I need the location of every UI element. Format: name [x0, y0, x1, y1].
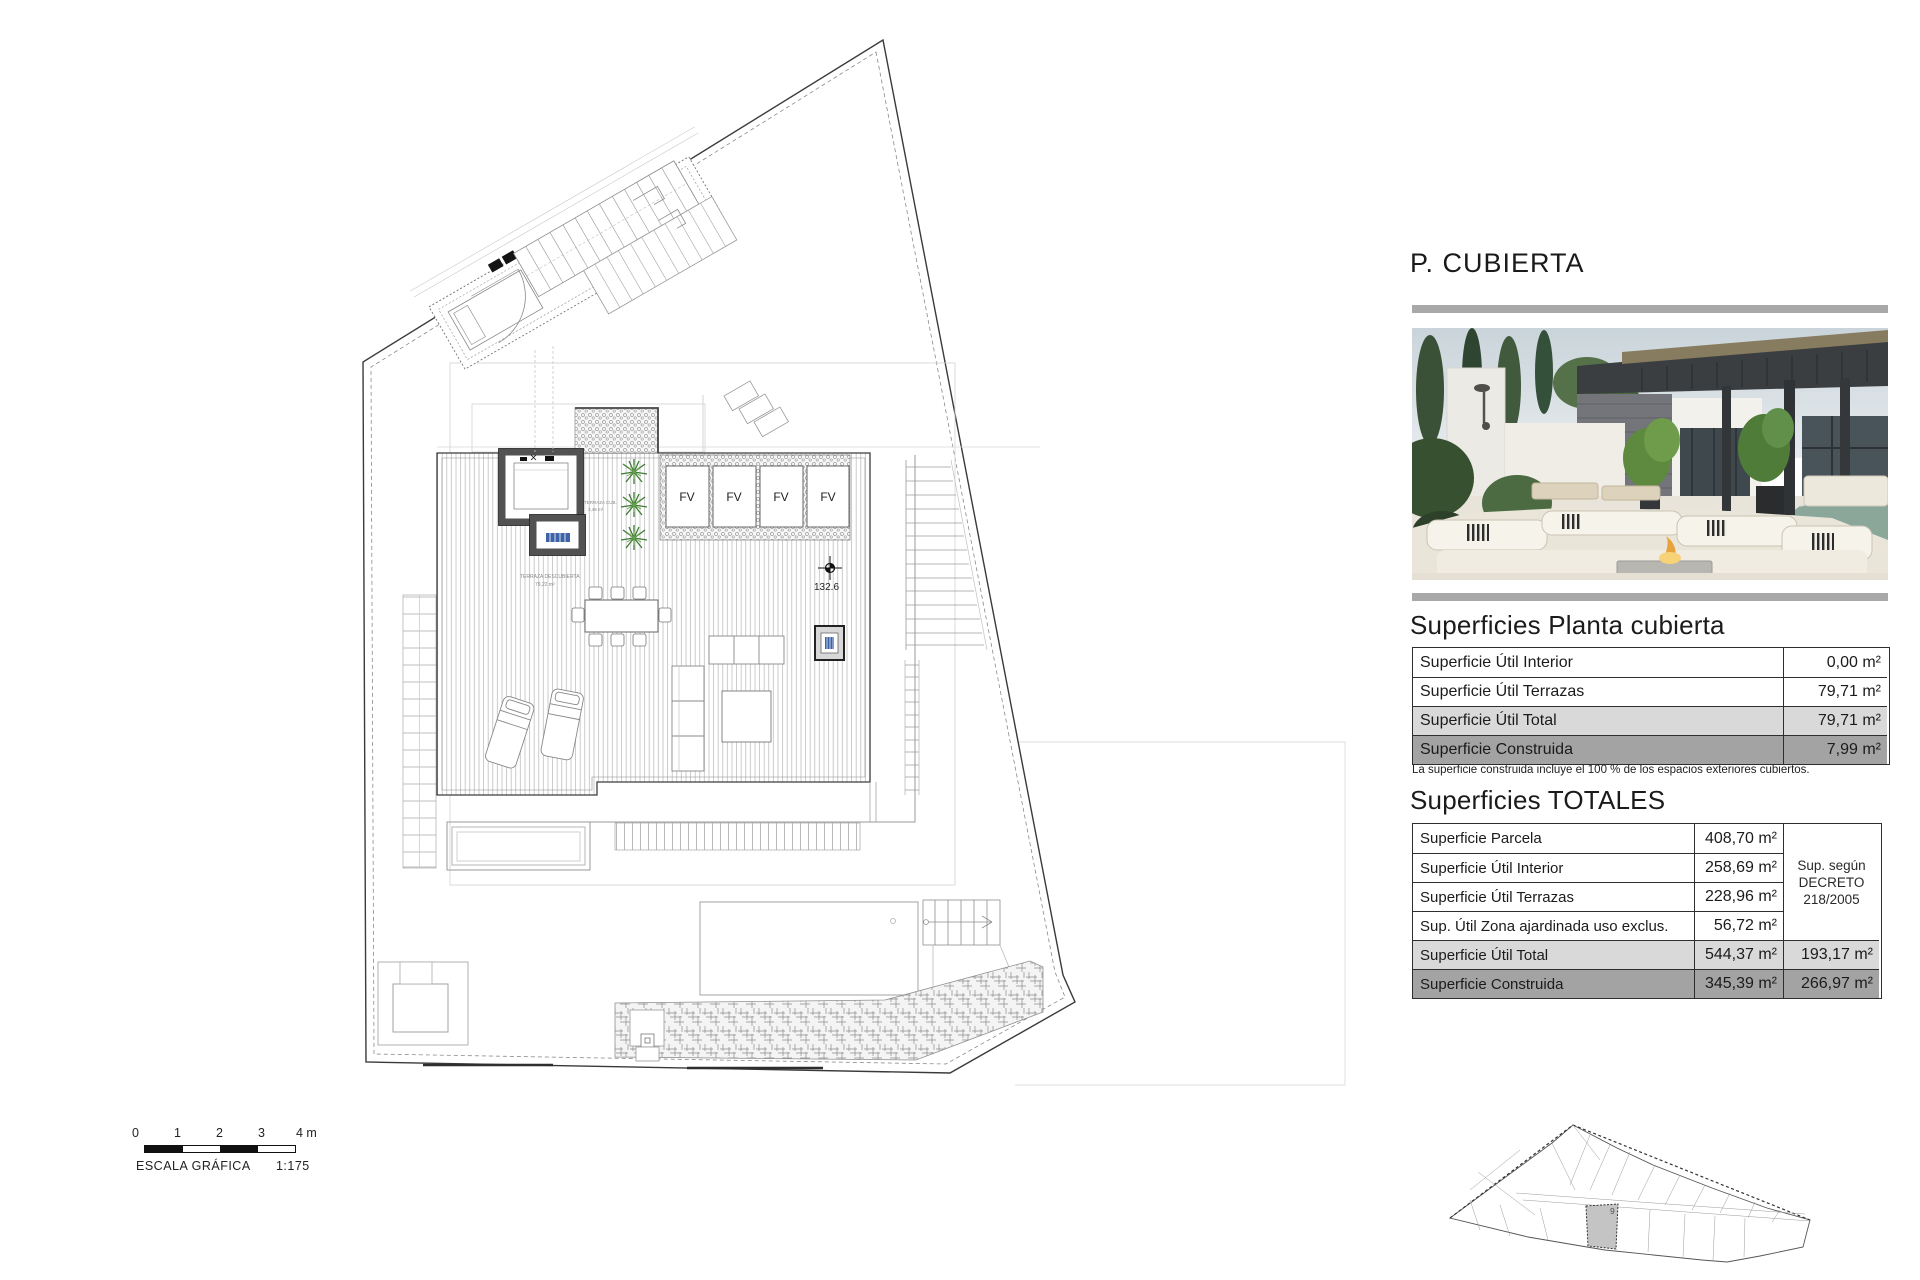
side-stair-strip — [403, 595, 436, 868]
scale-tick: 1 — [174, 1126, 181, 1140]
elevator-area-value: 3,49 m² — [588, 507, 604, 512]
scale-tick: 0 — [132, 1126, 139, 1140]
villa-photo — [1412, 328, 1888, 580]
divider-bar-top — [1412, 305, 1888, 313]
row-value: 79,71 m² — [1783, 677, 1887, 706]
row-value: 79,71 m² — [1783, 706, 1887, 735]
gravel-bed — [575, 408, 658, 453]
heading-totales: Superficies TOTALES — [1410, 785, 1666, 815]
heading-planta-cubierta: Superficies Planta cubierta — [1410, 610, 1725, 640]
row-decree-value: 266,97 m² — [1783, 969, 1879, 998]
table-totales — [1412, 823, 1882, 999]
deck-area-value: 79,22 m² — [535, 582, 555, 588]
row-label: Superficie Construida — [1413, 969, 1694, 998]
scale-tick: 4 m — [296, 1126, 317, 1140]
fv-panel-label: FV — [679, 490, 695, 504]
elevation-value: 132.6 — [814, 582, 840, 593]
row-value: 0,00 m² — [1783, 648, 1887, 677]
graphic-scale — [128, 1126, 348, 1182]
row-label: Superficie Útil Interior — [1420, 653, 1573, 671]
row-label: Superficie Útil Total — [1413, 706, 1783, 735]
scale-ratio: 1:175 — [275, 1159, 310, 1173]
divider-bar-middle — [1412, 593, 1888, 601]
scale-bar-strip — [144, 1145, 296, 1153]
row-value: 408,70 m² — [1694, 824, 1783, 853]
fv-panel-label: FV — [773, 490, 789, 504]
row-value: 228,96 m² — [1694, 882, 1783, 911]
development-outline — [1450, 1125, 1810, 1262]
chimney-fixture — [815, 626, 844, 660]
construida-note: La superficie construida incluye el 100 % de los espacios exteriores cubiertos. — [1412, 764, 1810, 776]
scale-caption — [136, 1159, 310, 1173]
row-label: Superficie Útil Interior — [1413, 853, 1694, 882]
neighbour-plot-lines — [1015, 742, 1345, 1085]
row-value: 258,69 m² — [1694, 853, 1783, 882]
table-planta-cubierta — [1412, 647, 1890, 765]
fv-panel-label: FV — [726, 490, 742, 504]
scale-caption-text: ESCALA GRÁFICA — [136, 1159, 250, 1173]
row-value: 7,99 m² — [1783, 735, 1887, 764]
row-label: Superficie Construida — [1413, 735, 1783, 764]
pool-outline — [700, 902, 918, 995]
row-decree-value: 193,17 m² — [1783, 940, 1879, 969]
row-label: Sup. Útil Zona ajardinada uso exclus. — [1413, 911, 1694, 940]
row-value: 345,39 m² — [1694, 969, 1783, 998]
row-value: 544,37 m² — [1694, 940, 1783, 969]
deck-area-label: TERRAZA DESCUBIERTA — [520, 574, 580, 580]
page-title: P. CUBIERTA — [1410, 248, 1585, 278]
scale-tick: 2 — [216, 1126, 223, 1140]
fv-panel-label: FV — [820, 490, 836, 504]
row-label: Superficie Útil Total — [1413, 940, 1694, 969]
elevator-area-label: TERRAZA CUB. — [584, 500, 617, 505]
pergola-hatch-band — [615, 823, 860, 850]
row-label: Superficie Útil Terrazas — [1413, 677, 1783, 706]
site-plan — [1440, 1108, 1840, 1278]
equipment-structure — [378, 962, 468, 1045]
row-label: Superficie Útil Terrazas — [1413, 882, 1694, 911]
row-value: 56,72 m² — [1694, 911, 1783, 940]
decree-note-cell: Sup. según DECRETO 218/2005 — [1783, 824, 1879, 940]
highlighted-plot-number: 9 — [1610, 1206, 1615, 1216]
row-label: Superficie Parcela — [1420, 830, 1542, 847]
scale-tick: 3 — [258, 1126, 265, 1140]
photovoltaic-panels — [660, 455, 850, 540]
